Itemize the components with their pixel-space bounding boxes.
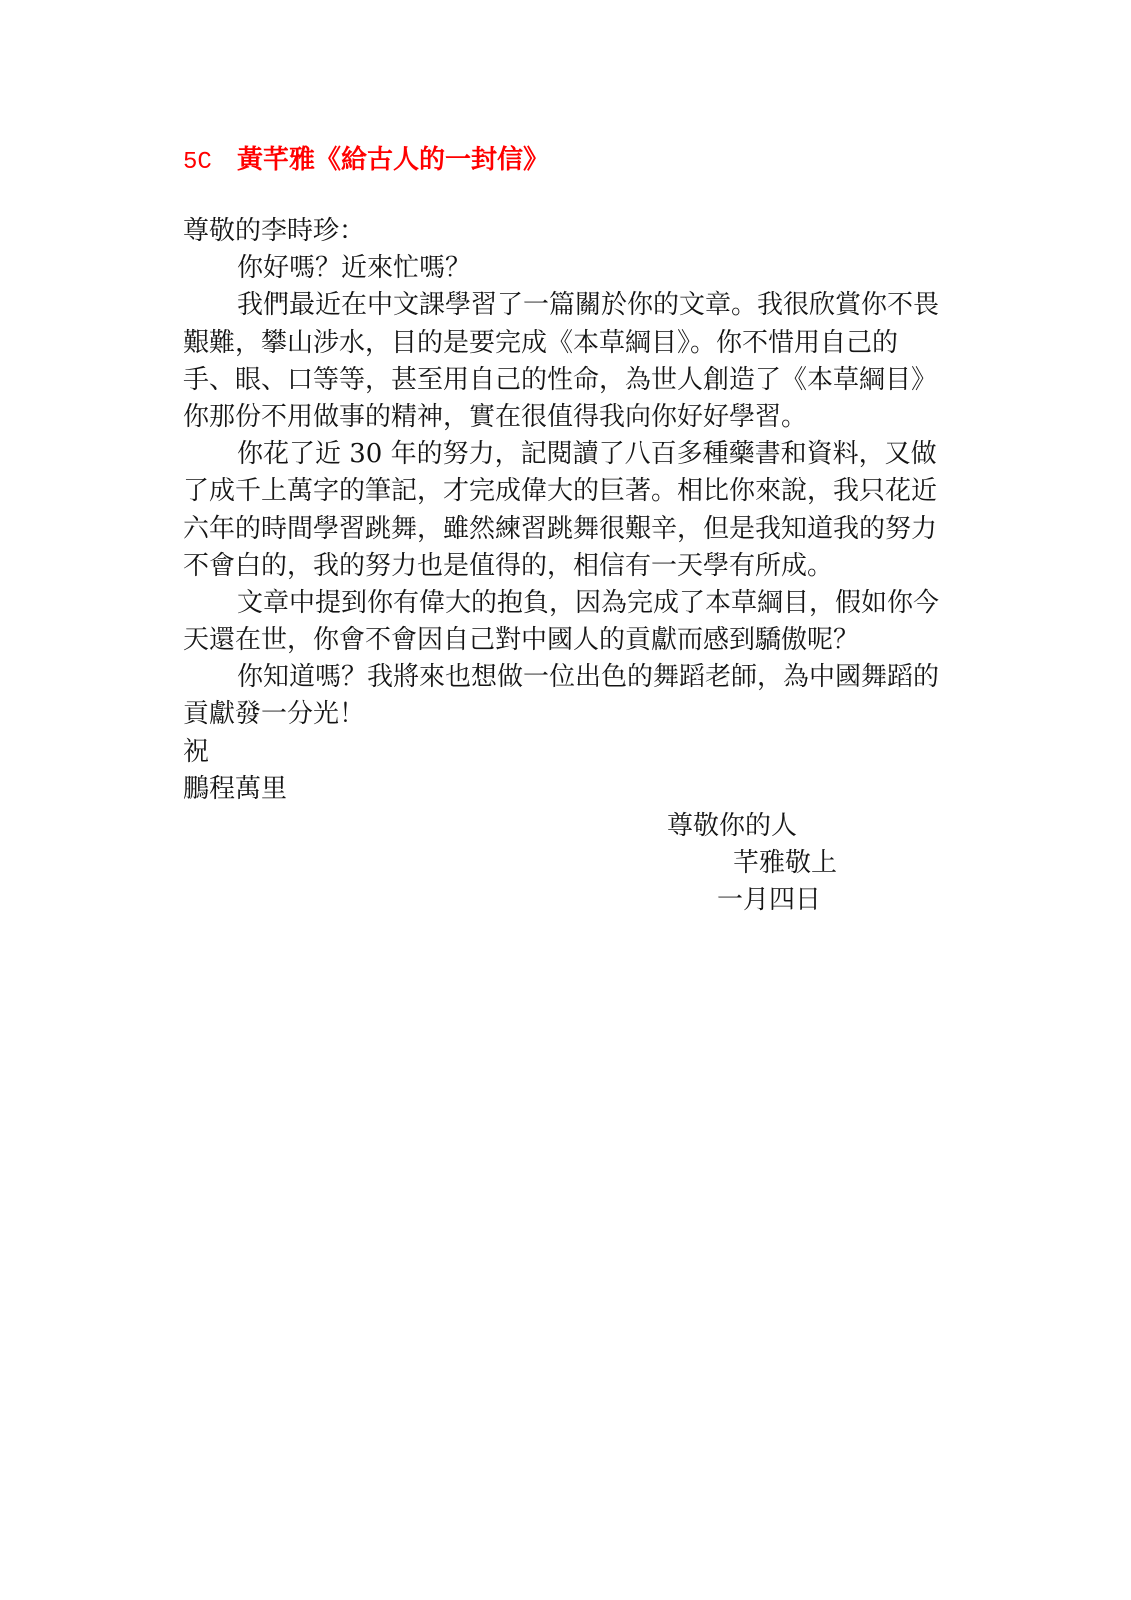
- salutation: 尊敬的李時珍：: [183, 216, 366, 246]
- paragraph-line: 天還在世，你會不會因自己對中國人的貢獻而感到驕傲呢？: [183, 625, 860, 656]
- paragraph-line: 你那份不用做事的精神，實在很值得我向你好好學習。: [183, 401, 808, 432]
- paragraph: [183, 250, 983, 287]
- signature-respect: 尊敬你的人: [667, 811, 798, 841]
- paragraph-line: 你花了近 30 年的努力，記閱讀了八百多種藥書和資料，又做: [237, 439, 937, 470]
- paragraph-line: 不會白的，我的努力也是值得的，相信有一天學有所成。: [183, 550, 834, 581]
- letter-title: [183, 141, 549, 179]
- paragraph: [183, 287, 983, 436]
- paragraph-line: 我們最近在中文課學習了一篇關於你的文章。我很欣賞你不畏: [237, 290, 940, 321]
- paragraph-line: 文章中提到你有偉大的抱負，因為完成了本草綱目，假如你今: [237, 587, 940, 618]
- paragraph-line: 貢獻發一分光！: [183, 699, 366, 730]
- title-text: 黃芊雅《給古人的一封信》: [237, 145, 550, 175]
- paragraph-line: 了成千上萬字的筆記，才完成偉大的巨著。相比你來說，我只花近: [183, 476, 938, 507]
- paragraph: [183, 436, 983, 585]
- paragraph-line: 手、眼、口等等，甚至用自己的性命，為世人創造了《本草綱目》: [183, 364, 938, 395]
- closing-wish: 祝: [183, 736, 210, 767]
- paragraph-line: 六年的時間學習跳舞，雖然練習跳舞很艱辛，但是我知道我的努力: [183, 513, 938, 544]
- signature-date: 一月四日: [717, 885, 822, 916]
- paragraph-line: 你好嗎？近來忙嗎？: [237, 253, 472, 284]
- signature-name: 芊雅敬上: [733, 848, 838, 879]
- paragraph-line: 你知道嗎？我將來也想做一位出色的舞蹈老師，為中國舞蹈的: [237, 662, 940, 693]
- letter-body: [183, 213, 983, 920]
- class-code: 5C: [183, 149, 212, 176]
- paragraph: [183, 585, 983, 659]
- paragraph: [183, 659, 983, 733]
- closing-blessing: 鵬程萬里: [183, 773, 288, 804]
- paragraph-line: 艱難，攀山涉水，目的是要完成《本草綱目》。你不惜用自己的: [183, 327, 899, 358]
